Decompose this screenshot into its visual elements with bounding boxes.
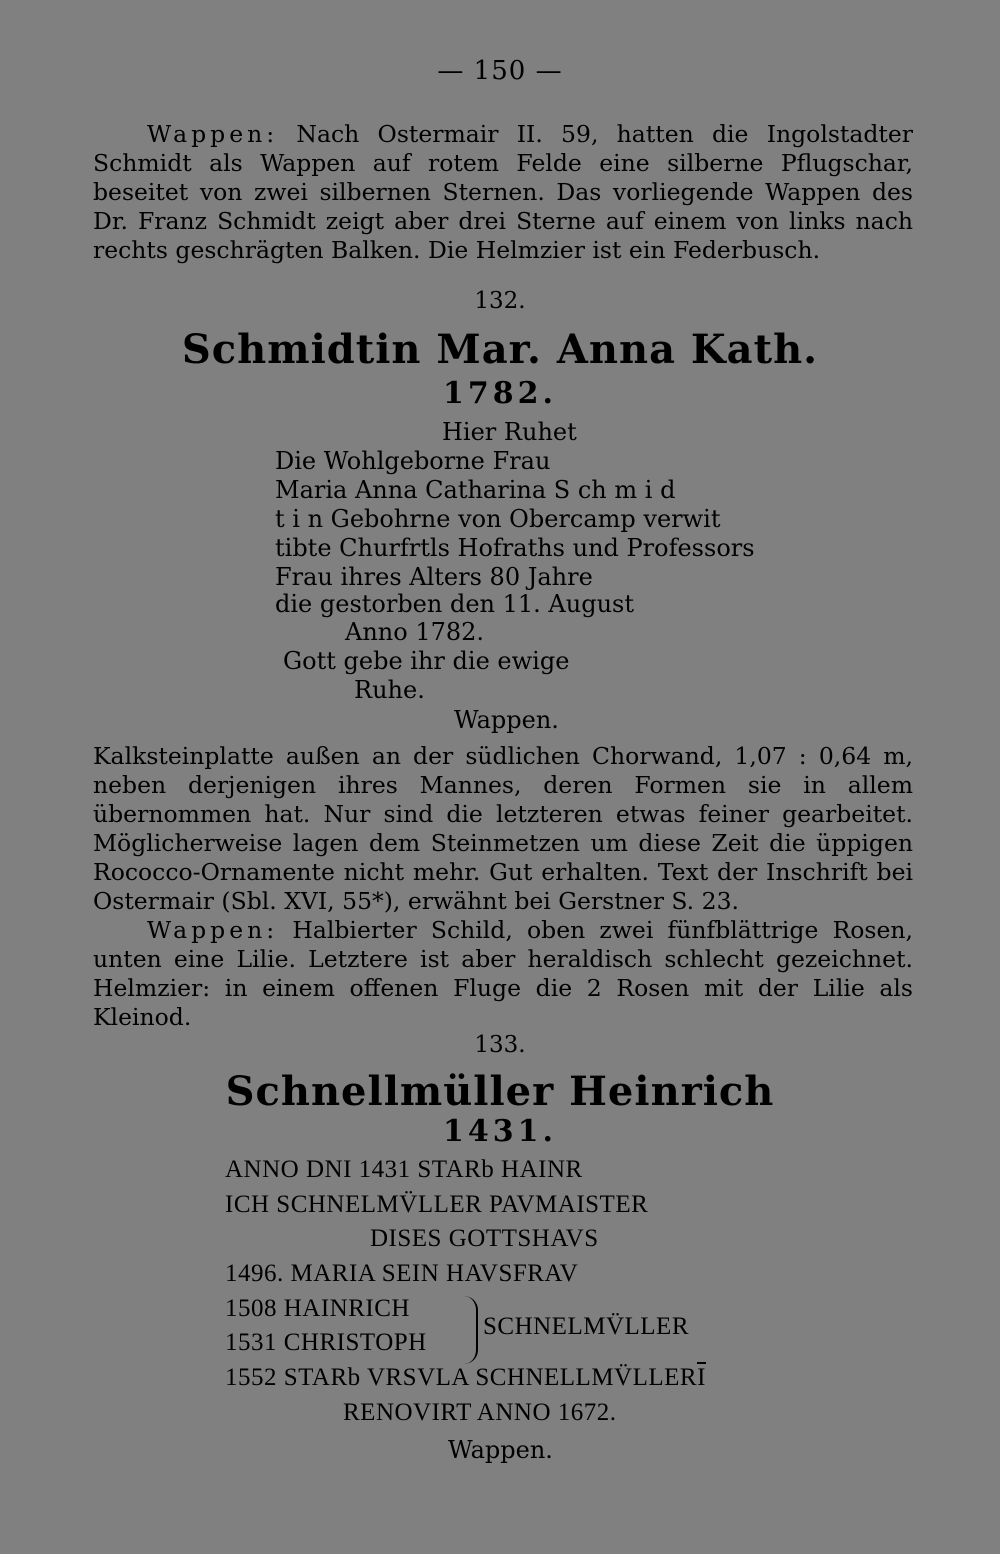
- entry-132-title: Schmidtin Mar. Anna Kath.: [181, 326, 819, 373]
- stone-line-7-text: 1552 STARb VRSVLA SCHNELLMV̈LLER: [225, 1364, 698, 1391]
- brace-mark: [462, 1296, 478, 1364]
- intro-text: Nach Ostermair II. 59, hatten die Ingolstadter Schmidt als Wappen auf rotem Felde eine silberne Pflugschar, beseitet von zwei silbernen Sternen. Das vorliegende Wappen des Dr. Franz Schmidt zeigt aber drei Sterne auf einem von links nach rechts geschrägten Balken. Die Helmzier ist ein Federbusch.: [93, 120, 913, 264]
- inscription-line-8: Anno 1782.: [345, 618, 485, 646]
- inscription-line-5: tibte Churfrtls Hofraths und Professors: [275, 534, 755, 562]
- stone-line-5: 1508 HAINRICH: [225, 1295, 410, 1322]
- inscription-line-7: die gestorben den 11. August: [275, 590, 634, 618]
- inscription-line-9: Gott gebe ihr die ewige: [283, 647, 570, 675]
- entry-132-arms-text: Halbierter Schild, oben zwei fünfblättrige Rosen, unten eine Lilie. Letztere ist aber heraldisch schlecht gezeichnet. Helmzier: in einem offenen Fluge die 2 Rosen mit der Lilie als Kleinod.: [93, 916, 913, 1031]
- page-number: — 150 —: [437, 56, 563, 86]
- intro-paragraph: [93, 120, 913, 265]
- entry-132-number: 132.: [474, 288, 526, 314]
- inscription-line-4: t i n Gebohrne von Obercamp verwit: [275, 505, 721, 533]
- inscription-line-1: Hier Ruhet: [442, 418, 577, 446]
- entry-133-wappen: Wappen.: [448, 1436, 553, 1464]
- entry-133-number: 133.: [474, 1032, 526, 1058]
- entry-132-wappen: Wappen.: [454, 706, 559, 734]
- stone-line-6: 1531 CHRISTOPH: [225, 1329, 427, 1356]
- stone-line-2: ICH SCHNELMV̈LLER PAVMAISTER: [225, 1191, 649, 1218]
- stone-line-8: RENOVIRT ANNO 1672.: [343, 1399, 617, 1426]
- entry-132-arms-label: Wappen:: [147, 916, 279, 944]
- stone-line-7: [225, 1361, 706, 1395]
- stone-line-1: ANNO DNI 1431 STARb HAINR: [225, 1156, 583, 1183]
- inscription-line-6: Frau ihres Alters 80 Jahre: [275, 563, 593, 591]
- stone-line-7-suffix: I: [697, 1364, 706, 1391]
- stone-surname: SCHNELMV̈LLER: [483, 1313, 689, 1340]
- intro-label: Wappen:: [147, 120, 279, 148]
- entry-133-year: 1431.: [443, 1114, 557, 1149]
- entry-132-arms: [93, 916, 913, 1032]
- entry-132-year: 1782.: [443, 376, 557, 411]
- entry-132-description: Kalksteinplatte außen an der südlichen Chorwand, 1,07 : 0,64 m, neben derjenigen ihres Mannes, deren Formen sie in allem übernommen hat. Nur sind die letzteren etwas feiner gearbeitet. Möglicherweise lagen dem Steinmetzen um diese Zeit die üppigen Rococco-Ornamente nicht mehr. Gut erhalten. Text der Inschrift bei Ostermair (Sbl. XVI, 55*), erwähnt bei Gerstner S. 23.: [93, 742, 913, 915]
- inscription-line-10: Ruhe.: [354, 676, 425, 704]
- entry-133-title: Schnellmüller Heinrich: [225, 1068, 775, 1115]
- inscription-line-2: Die Wohlgeborne Frau: [275, 447, 551, 475]
- stone-line-3: DISES GOTTSHAVS: [370, 1225, 599, 1252]
- stone-line-4: 1496. MARIA SEIN HAVSFRAV: [225, 1260, 579, 1287]
- inscription-line-3: Maria Anna Catharina S ch m i d: [275, 476, 676, 504]
